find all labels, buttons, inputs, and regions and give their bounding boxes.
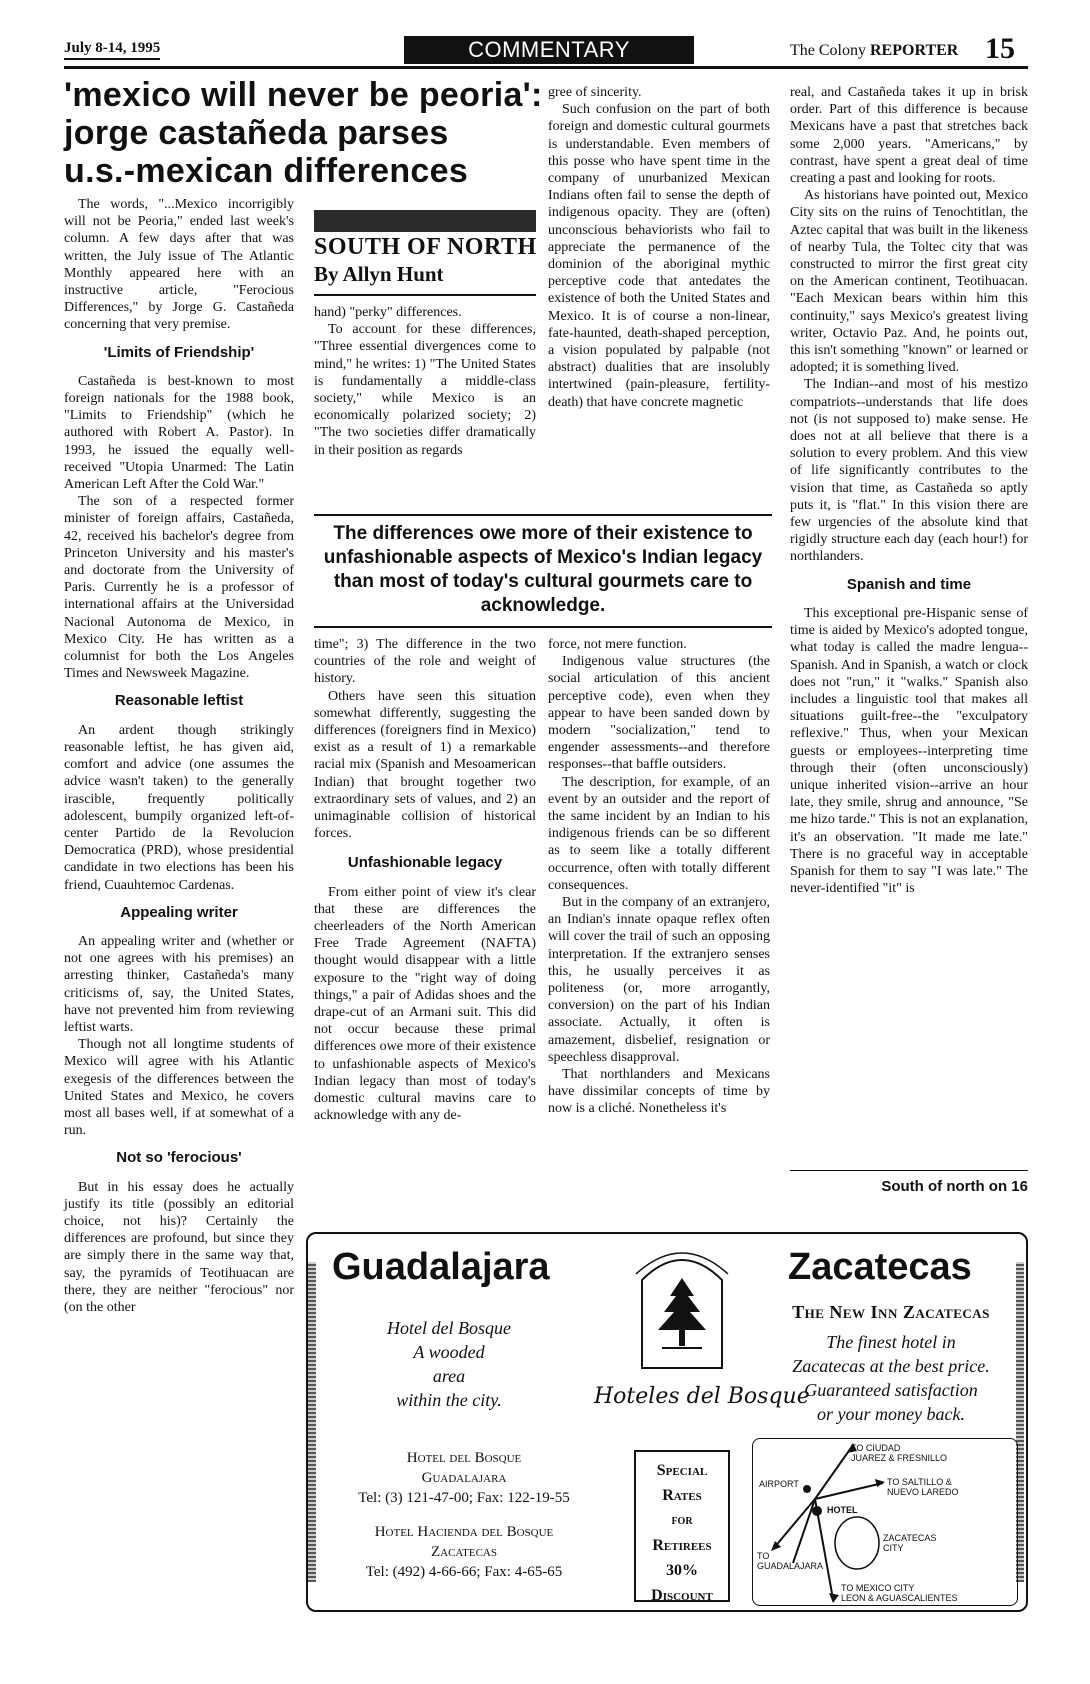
ad-guadalajara-tagline: Hotel del Bosque A wooded area within the city.: [387, 1318, 511, 1410]
hoteles-del-bosque-script-logo: Hoteles del Bosque: [594, 1384, 810, 1409]
article-column-3-top: gree of sincerity. Such confusion on the part of both foreign and domestic cultural gourmets is understandable. Even members of this posse who have spent time in the company of unurbanized Mexican Indians often fail to sense the depth of indigenous opacity. They are (often) unconscious behaviorists who fail to appreciate the permanence of the dominion of the aboriginal mythic perceptive code that antedates the existence of both the United States and Mexico. It is of course a non-linear, fate-haunted, death-shaped perception, a vision populated by palpable (not abstract) dualities that are insolubly intertwined (pain-pleasure, fertility-death) that have concrete magnetic: [548, 85, 770, 410]
map-roads-icon: [753, 1439, 1019, 1607]
tree-emblem-icon: [622, 1250, 742, 1378]
publication-name: The Colony REPORTER: [790, 42, 959, 59]
ad-zacatecas-tagline: The finest hotel in Zacatecas at the best price. Guaranteed satisfaction or your money back.: [792, 1332, 990, 1424]
map-label-guadalajara: TO GUADALAJARA: [757, 1551, 824, 1571]
subhead-appealing-writer: Appealing writer: [120, 903, 238, 921]
byline-bar: [314, 210, 536, 232]
page-number: 15: [985, 32, 1015, 65]
author-byline: By Allyn Hunt: [314, 262, 444, 286]
article-column-1: The words, "...Mexico incorrigibly will not be Peoria," ended last week's column. A few days after that was written, the July issue of The Atlantic Monthly appeared here with an instructive article, "Ferocious Differences," by Jorge G. Castañeda concerning that very premise. 'Limits of Friendship' Castañeda is best-known to most foreign nationals for the 1988 book, "Limits to Friendship" (which he authored with Robert A. Pastor). In 1993, he issued the equally well-received "Utopia Unarmed: The Latin American Left After the Cold War." The son of a respected former minister of foreign affairs, Castañeda, 42, received his bachelor's degree from Princeton University and his master's and doctorate from the University of Paris. Currently he is a professor of international affairs at the Universidad Nacional Autonoma de Mexico, in Mexico City. He has written as a columnist for both the Los Angeles Times and Newsweek Magazine. Reasonable leftist An ardent though strikingly reasonable leftist, he has given aid, comfort and advice (one assumes the advice wasn't taken) to the generally irascible, frequently politically adolescent, bumpily organized left-of-center Partido de la Revolucion Democratica (PRD), whose presidential candidate in two elections has been his friend, Cuauhtemoc Cardenas. Appealing writer An appealing writer and (whether or not one agrees with his premises) an arresting thinker, Castañeda's many criticisms of, say, the United States, have not prevented him from reviewing leftist warts. Though not all longtime students of Mexico will agree with his Atlantic exegesis of the differences between the United States and Mexico, he covers most all bases well, if at somewhat of a run. Not so 'ferocious' But in his essay does he actually justify its title (possibly an editorial choice, not his)? Certainly the differences are profound, but since they are simply there in the same way that, say, the pyramids of Teotihuacan are there, they are neither "ferocious" nor (on the other: [64, 197, 294, 1315]
issue-date: July 8-14, 1995: [64, 40, 160, 60]
map-label-mexico-city: TO MEXICO CITY LEON & AGUASCALIENTES: [841, 1583, 958, 1603]
column-title: SOUTH OF NORTH: [314, 234, 537, 260]
subhead-reasonable-leftist: Reasonable leftist: [114, 692, 244, 710]
article-column-2-bottom: time"; 3) The difference in the two countries of the role and weight of history. Others have seen this situation somewhat differently, suggesting the differences (foreigners find in Mexico) exist as a result of 1) a remarkable racial mix (Spanish and Mesoamerican Indian) that brought together two extraordinary sets of values, and 2) an unimaginable collision of historical forces. Unfashionable legacy From either point of view it's clear that these are differences the cheerleaders of the North American Free Trade Agreement (NAFTA) thought would disappear with a little exposure to the "right way of doing things," a pair of Adidas shoes and the drape-cut of an Armani suit. This did not occur because these primal differences owe more of their existence to unfashionable aspects of Mexico's Indian legacy than most of today's domestic cultural mavins care to acknowledge with any de-: [314, 637, 536, 1124]
subhead-spanish-and-time: Spanish and time: [846, 575, 972, 593]
pullquote-rule-bottom: [314, 626, 772, 628]
ad-edge-left: [308, 1262, 316, 1582]
continued-rule: [790, 1170, 1028, 1171]
ad-city-guadalajara: Guadalajara: [332, 1246, 550, 1288]
location-map: [752, 1438, 1018, 1606]
map-label-hotel: HOTEL: [827, 1505, 858, 1515]
ad-new-inn-title: The New Inn Zacatecas: [792, 1302, 990, 1322]
headline: 'mexico will never be peoria': jorge castañeda parses u.s.-mexican differences: [64, 76, 543, 190]
byline-rule: [314, 294, 536, 296]
subhead-limits: 'Limits of Friendship': [103, 343, 255, 361]
pull-quote: The differences owe more of their existence to unfashionable aspects of Mexico's Indian legacy than most of today's cultural gourmets care to acknowledge.: [323, 523, 763, 616]
map-label-zacatecas-city: ZACATECAS CITY: [883, 1533, 937, 1553]
article-column-4: real, and Castañeda takes it up in brisk order. Part of this difference is because Mexicans have a past that stretches back some 2,000 years. "Americans," by contrast, have spent a great deal of time creating a past and looking for roots. As historians have pointed out, Mexico City sits on the ruins of Tenochtitlan, the Aztec capital that was built in the likeness of nearby Tula, the Toltec city that was constructed to mirror the first great city on the American continent, Teotihuacan. "Each Mexican bears within him this continuity," says Mexico's greatest living writer, Octavio Paz. And, he points out, this isn't something "known" or learned or adopted; it is something lived. The Indian--and most of his mestizo compatriots--understands that life does not (is not supposed to) make sense. He does not at all believe that there is a solution to every problem. And this view of life significantly contributes to the vision that time, as Castañeda so aptly puts it, is "flat." In this vision there are few urgencies of the absolute kind that rigidly structure each day (each hour!) for northlanders. Spanish and time This exceptional pre-Hispanic sense of time is aided by Mexico's adopted tongue, what today is called the madre lengua--Spanish. And in Spanish, a watch or clock does not "run," it "walks." Spanish also includes a linguistic tool that makes all situations guilt-free--the "exculpatory reflexive." Thus, when your Mexican guests or employees--interpreting time through their (often unconsciously) unique inherited vision--arrive an hour late, they smile, shrug and announce, "Se me hizo tarde." This is not an explanation, it's an observation. "It made me late." There is no graceful way in acceptable Spanish for them to say "I was late." The never-identified "it" is: [790, 85, 1028, 897]
article-column-3-bottom: force, not mere function. Indigenous value structures (the social articulation of this ancient perceptive code), even when they appear to have been sanded down by modern "socialization," tend to engender assessments--and therefore responses--that baffle outsiders. The description, for example, of an event by an outsider and the report of the same incident by an Indian to his indigenous friends can be so different as to seem like a totally different occurrence, often with totally different consequences. But in the company of an extranjero, an Indian's innate opaque reflex often will cover the trail of such an opposing interpretation. If the extranjero senses this, he usually perceives it as politeness (or, more arrogantly, conversion) on the part of his Indian associate. Actually, it often is amazement, disbelief, resignation or speechless disapproval. That northlanders and Mexicans have dissimilar concepts of time by now is a cliché. Nonetheless it's: [548, 637, 770, 1117]
section-banner: COMMENTARY: [404, 36, 694, 64]
header-rule: [64, 66, 1028, 69]
continued-reference: South of north on 16: [881, 1178, 1028, 1195]
subhead-unfashionable-legacy: Unfashionable legacy: [347, 854, 503, 872]
article-column-2-top: hand) "perky" differences. To account for these differences, "Three essential divergences come to mind," he writes: 1) "The United States is fundamentally a middle-class society," while Mexico is an economically polarized society; 2) "The two societies differ dramatically in their position as regards: [314, 305, 536, 458]
map-label-saltillo: TO SALTILLO & NUEVO LAREDO: [887, 1477, 959, 1497]
pullquote-rule-top: [314, 514, 772, 516]
subhead-not-ferocious: Not so 'ferocious': [116, 1149, 242, 1167]
retiree-discount-box: Special Rates for Retirees 30% Discount: [634, 1450, 730, 1602]
map-label-airport: AIRPORT: [759, 1479, 799, 1489]
map-label-ciudad-juarez: TO CIUDAD JUAREZ & FRESNILLO: [851, 1443, 948, 1463]
ad-city-zacatecas: Zacatecas: [788, 1246, 972, 1288]
ad-hotel-contacts: Hotel del Bosque Guadalajara Tel: (3) 121-47-00; Fax: 122-19-55 Hotel Hacienda del Bosque Zacatecas Tel: (492) 4-66-66; Fax: 4-65-65: [358, 1450, 570, 1580]
